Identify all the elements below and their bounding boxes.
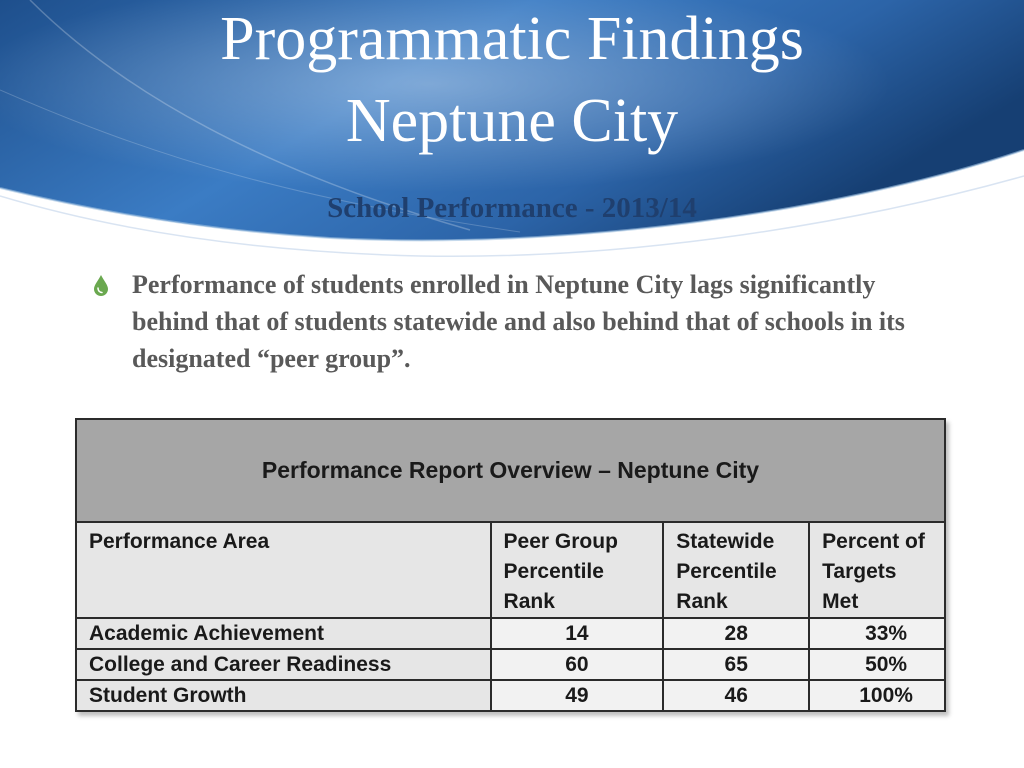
column-header: Performance Area — [76, 522, 491, 618]
title-line-2: Neptune City — [345, 87, 679, 155]
table-header-row — [76, 522, 945, 618]
table-row — [76, 618, 945, 649]
table-row — [76, 680, 945, 711]
targets-met-cell: 50% — [809, 649, 945, 680]
peer-rank-cell: 60 — [491, 649, 664, 680]
column-header: Statewide Percentile Rank — [663, 522, 809, 618]
statewide-rank-cell: 46 — [663, 680, 809, 711]
performance-area-cell: Academic Achievement — [76, 618, 491, 649]
table-row — [76, 649, 945, 680]
statewide-rank-cell: 65 — [663, 649, 809, 680]
performance-area-cell: College and Career Readiness — [76, 649, 491, 680]
performance-area-cell: Student Growth — [76, 680, 491, 711]
targets-met-cell: 33% — [809, 618, 945, 649]
peer-rank-cell: 14 — [491, 618, 664, 649]
bullet-text: Performance of students enrolled in Neptune City lags significantly behind that of students statewide and also behind that of schools in its designated “peer group”. — [132, 270, 905, 373]
water-drop-icon — [92, 274, 110, 296]
statewide-rank-cell: 28 — [663, 618, 809, 649]
column-header: Peer Group Percentile Rank — [491, 522, 664, 618]
table-caption-row — [76, 419, 945, 522]
title-line-1: Programmatic Findings — [220, 5, 804, 73]
subtitle: School Performance - 2013/14 — [327, 192, 697, 224]
table-caption: Performance Report Overview – Neptune City — [76, 419, 945, 522]
peer-rank-cell: 49 — [491, 680, 664, 711]
performance-report-table — [75, 418, 946, 712]
targets-met-cell: 100% — [809, 680, 945, 711]
column-header: Percent of Targets Met — [809, 522, 945, 618]
